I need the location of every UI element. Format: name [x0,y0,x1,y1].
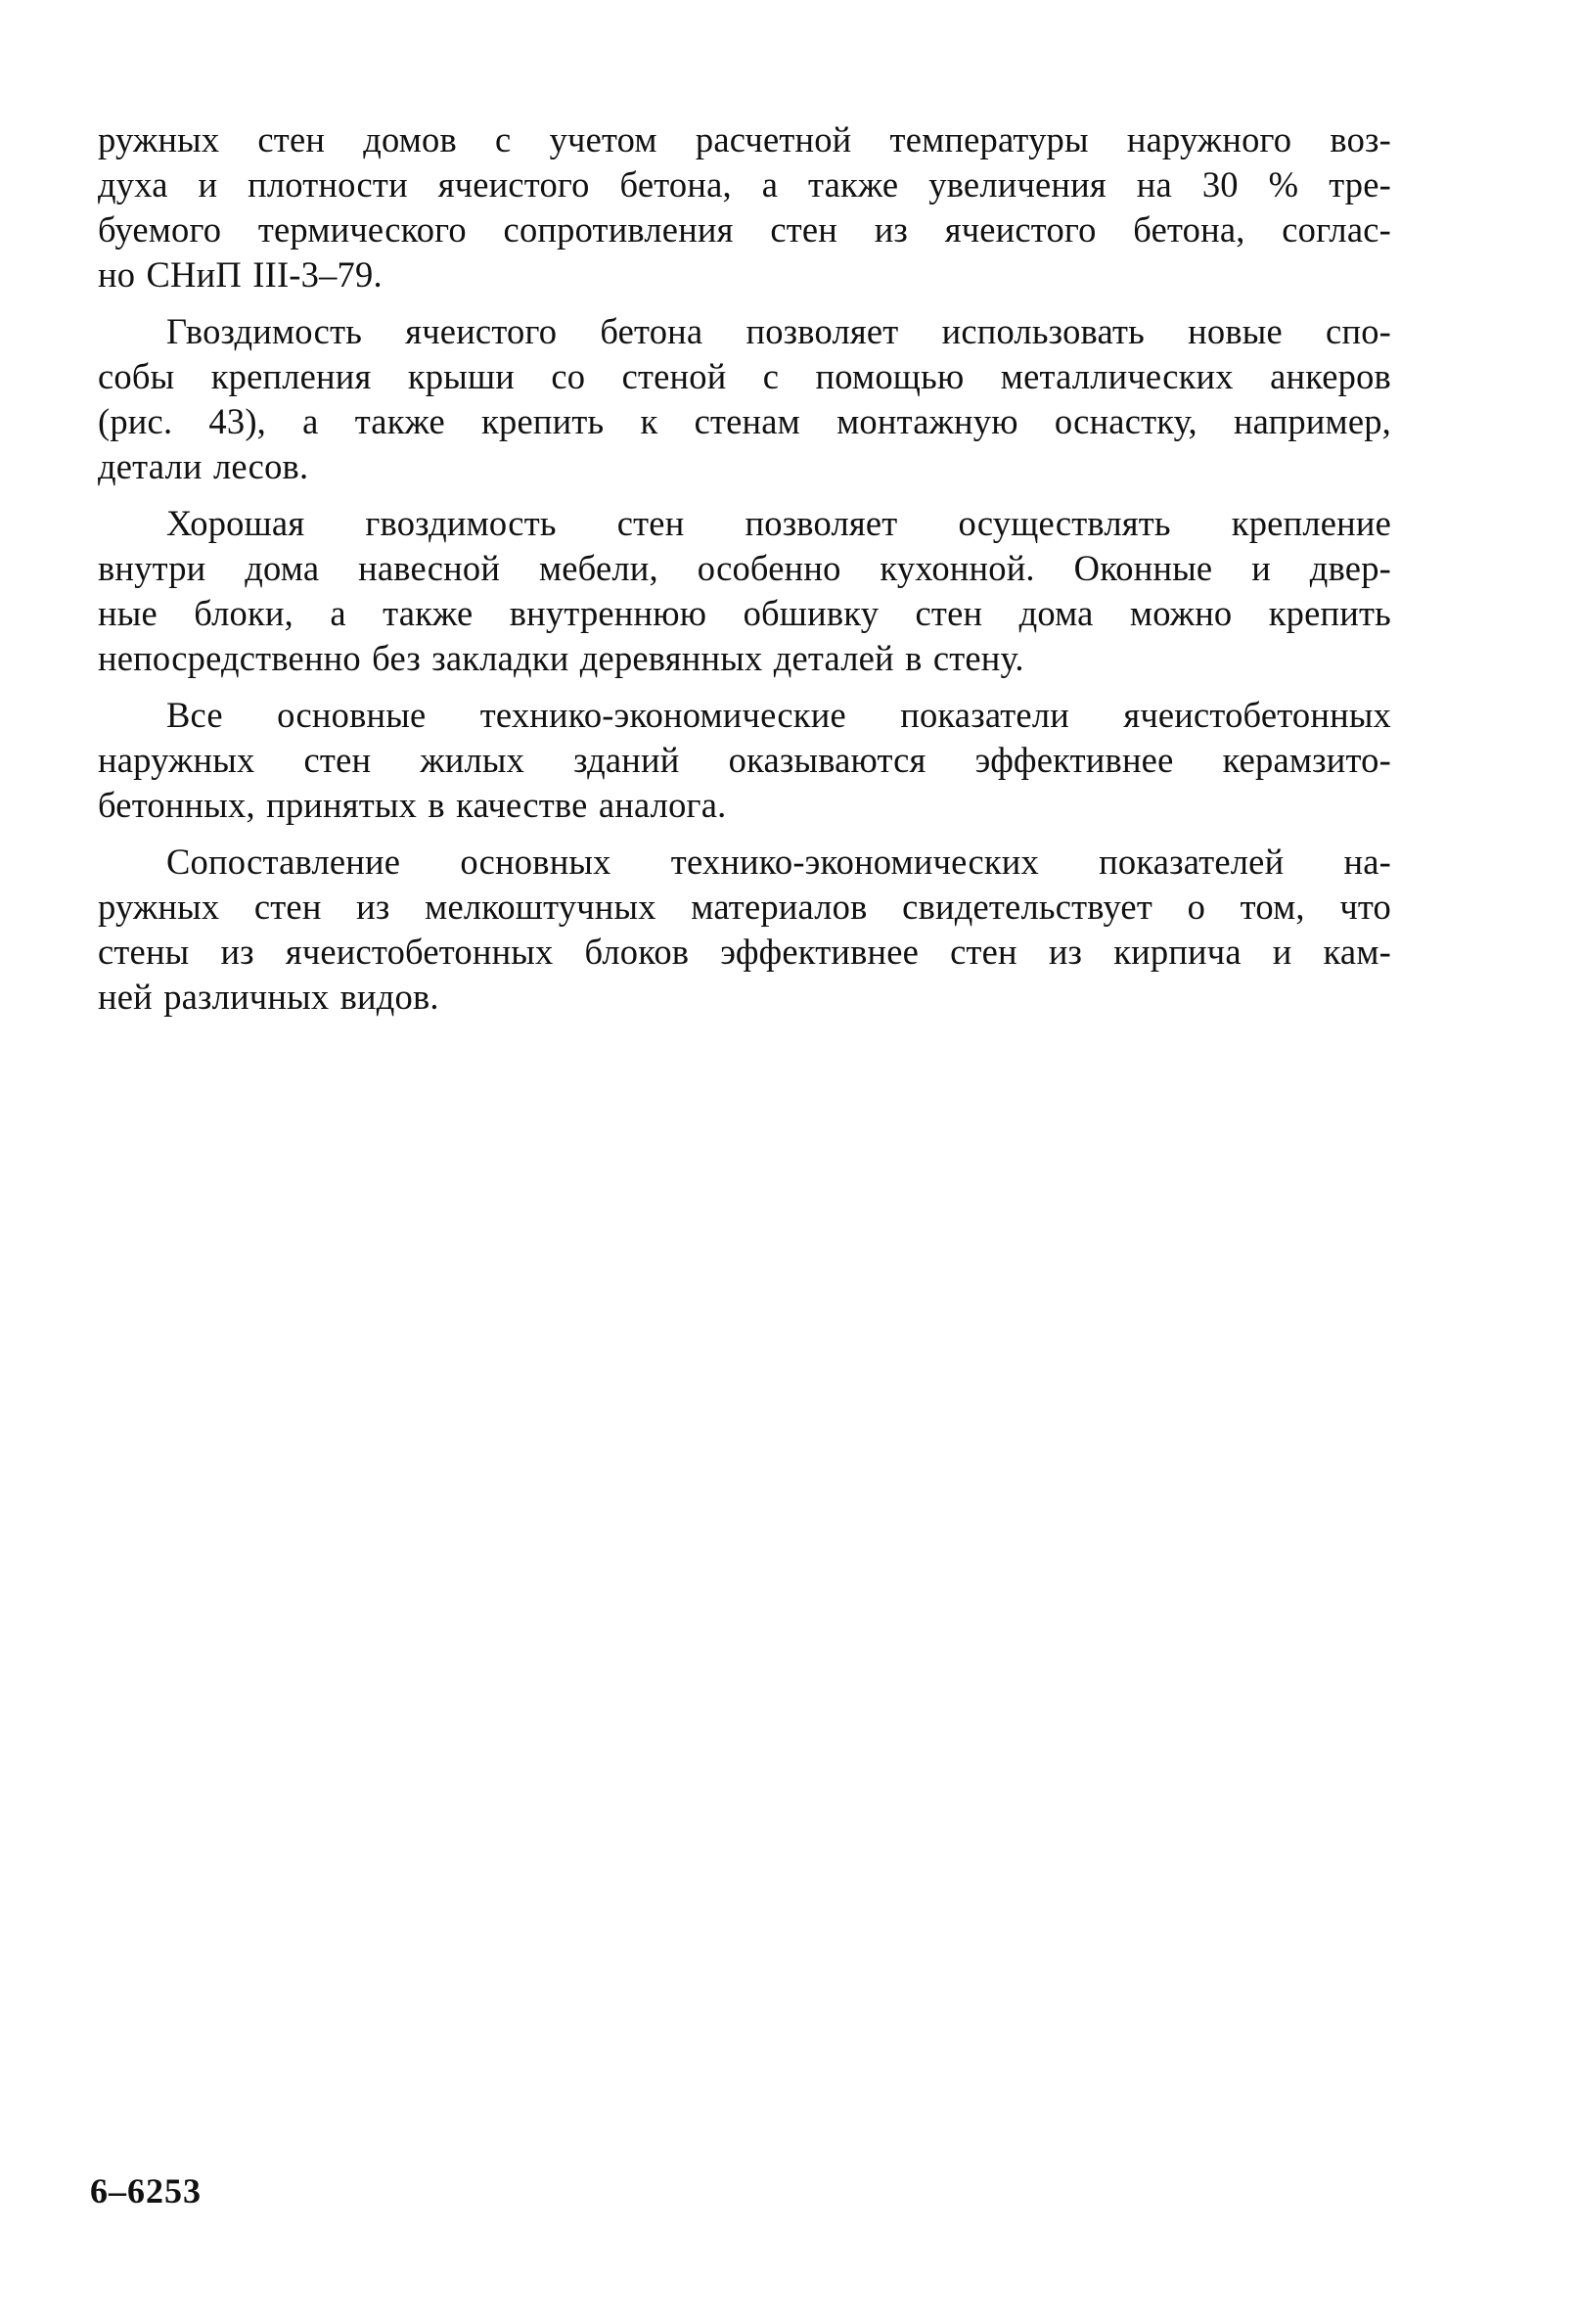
paragraph-1 [98,117,1391,297]
text-line: собы крепления крыши со стеной с помощью металлических анкеров [98,356,1391,396]
text-line: духа и плотности ячеистого бетона, а также увеличения на 30 % тре- [98,164,1391,205]
text-line: Хорошая гвоздимость стен позволяет осуществлять крепление [166,503,1391,543]
text-line: ней различных видов. [98,977,439,1017]
text-line: бетонных, принятых в качестве аналога. [98,785,727,825]
text-line: ные блоки, а также внутреннюю обшивку стен дома можно крепить [98,593,1391,633]
text-line: наружных стен жилых зданий оказываются эффективнее керамзито- [98,740,1391,780]
paragraph-4 [98,693,1391,828]
text-line: детали лесов. [98,446,309,486]
text-line: (рис. 43), а также крепить к стенам монтажную оснастку, например, [98,401,1391,441]
paragraph-2 [98,309,1391,489]
text-line: стены из ячеистобетонных блоков эффективнее стен из кирпича и кам- [98,932,1391,972]
text-line: внутри дома навесной мебели, особенно кухонной. Оконные и двер- [98,548,1391,588]
signature-mark: 6–6253 [90,2171,202,2210]
text-line: Все основные технико-экономические показатели ячеистобетонных [166,695,1391,735]
text-line: но СНиП III-3–79. [98,254,383,295]
paragraph-5 [98,840,1391,1020]
body-text [98,117,1391,1031]
text-line: Гвоздимость ячеистого бетона позволяет использовать новые спо- [166,311,1391,351]
text-line: ружных стен домов с учетом расчетной температуры наружного воз- [98,119,1391,159]
text-line: непосредственно без закладки деревянных деталей в стену. [98,638,1024,678]
text-line: буемого термического сопротивления стен из ячеистого бетона, соглас- [98,209,1391,250]
text-line: ружных стен из мелкоштучных материалов свидетельствует о том, что [98,887,1391,927]
paragraph-3 [98,501,1391,681]
text-line: Сопоставление основных технико-экономических показателей на- [166,842,1391,882]
